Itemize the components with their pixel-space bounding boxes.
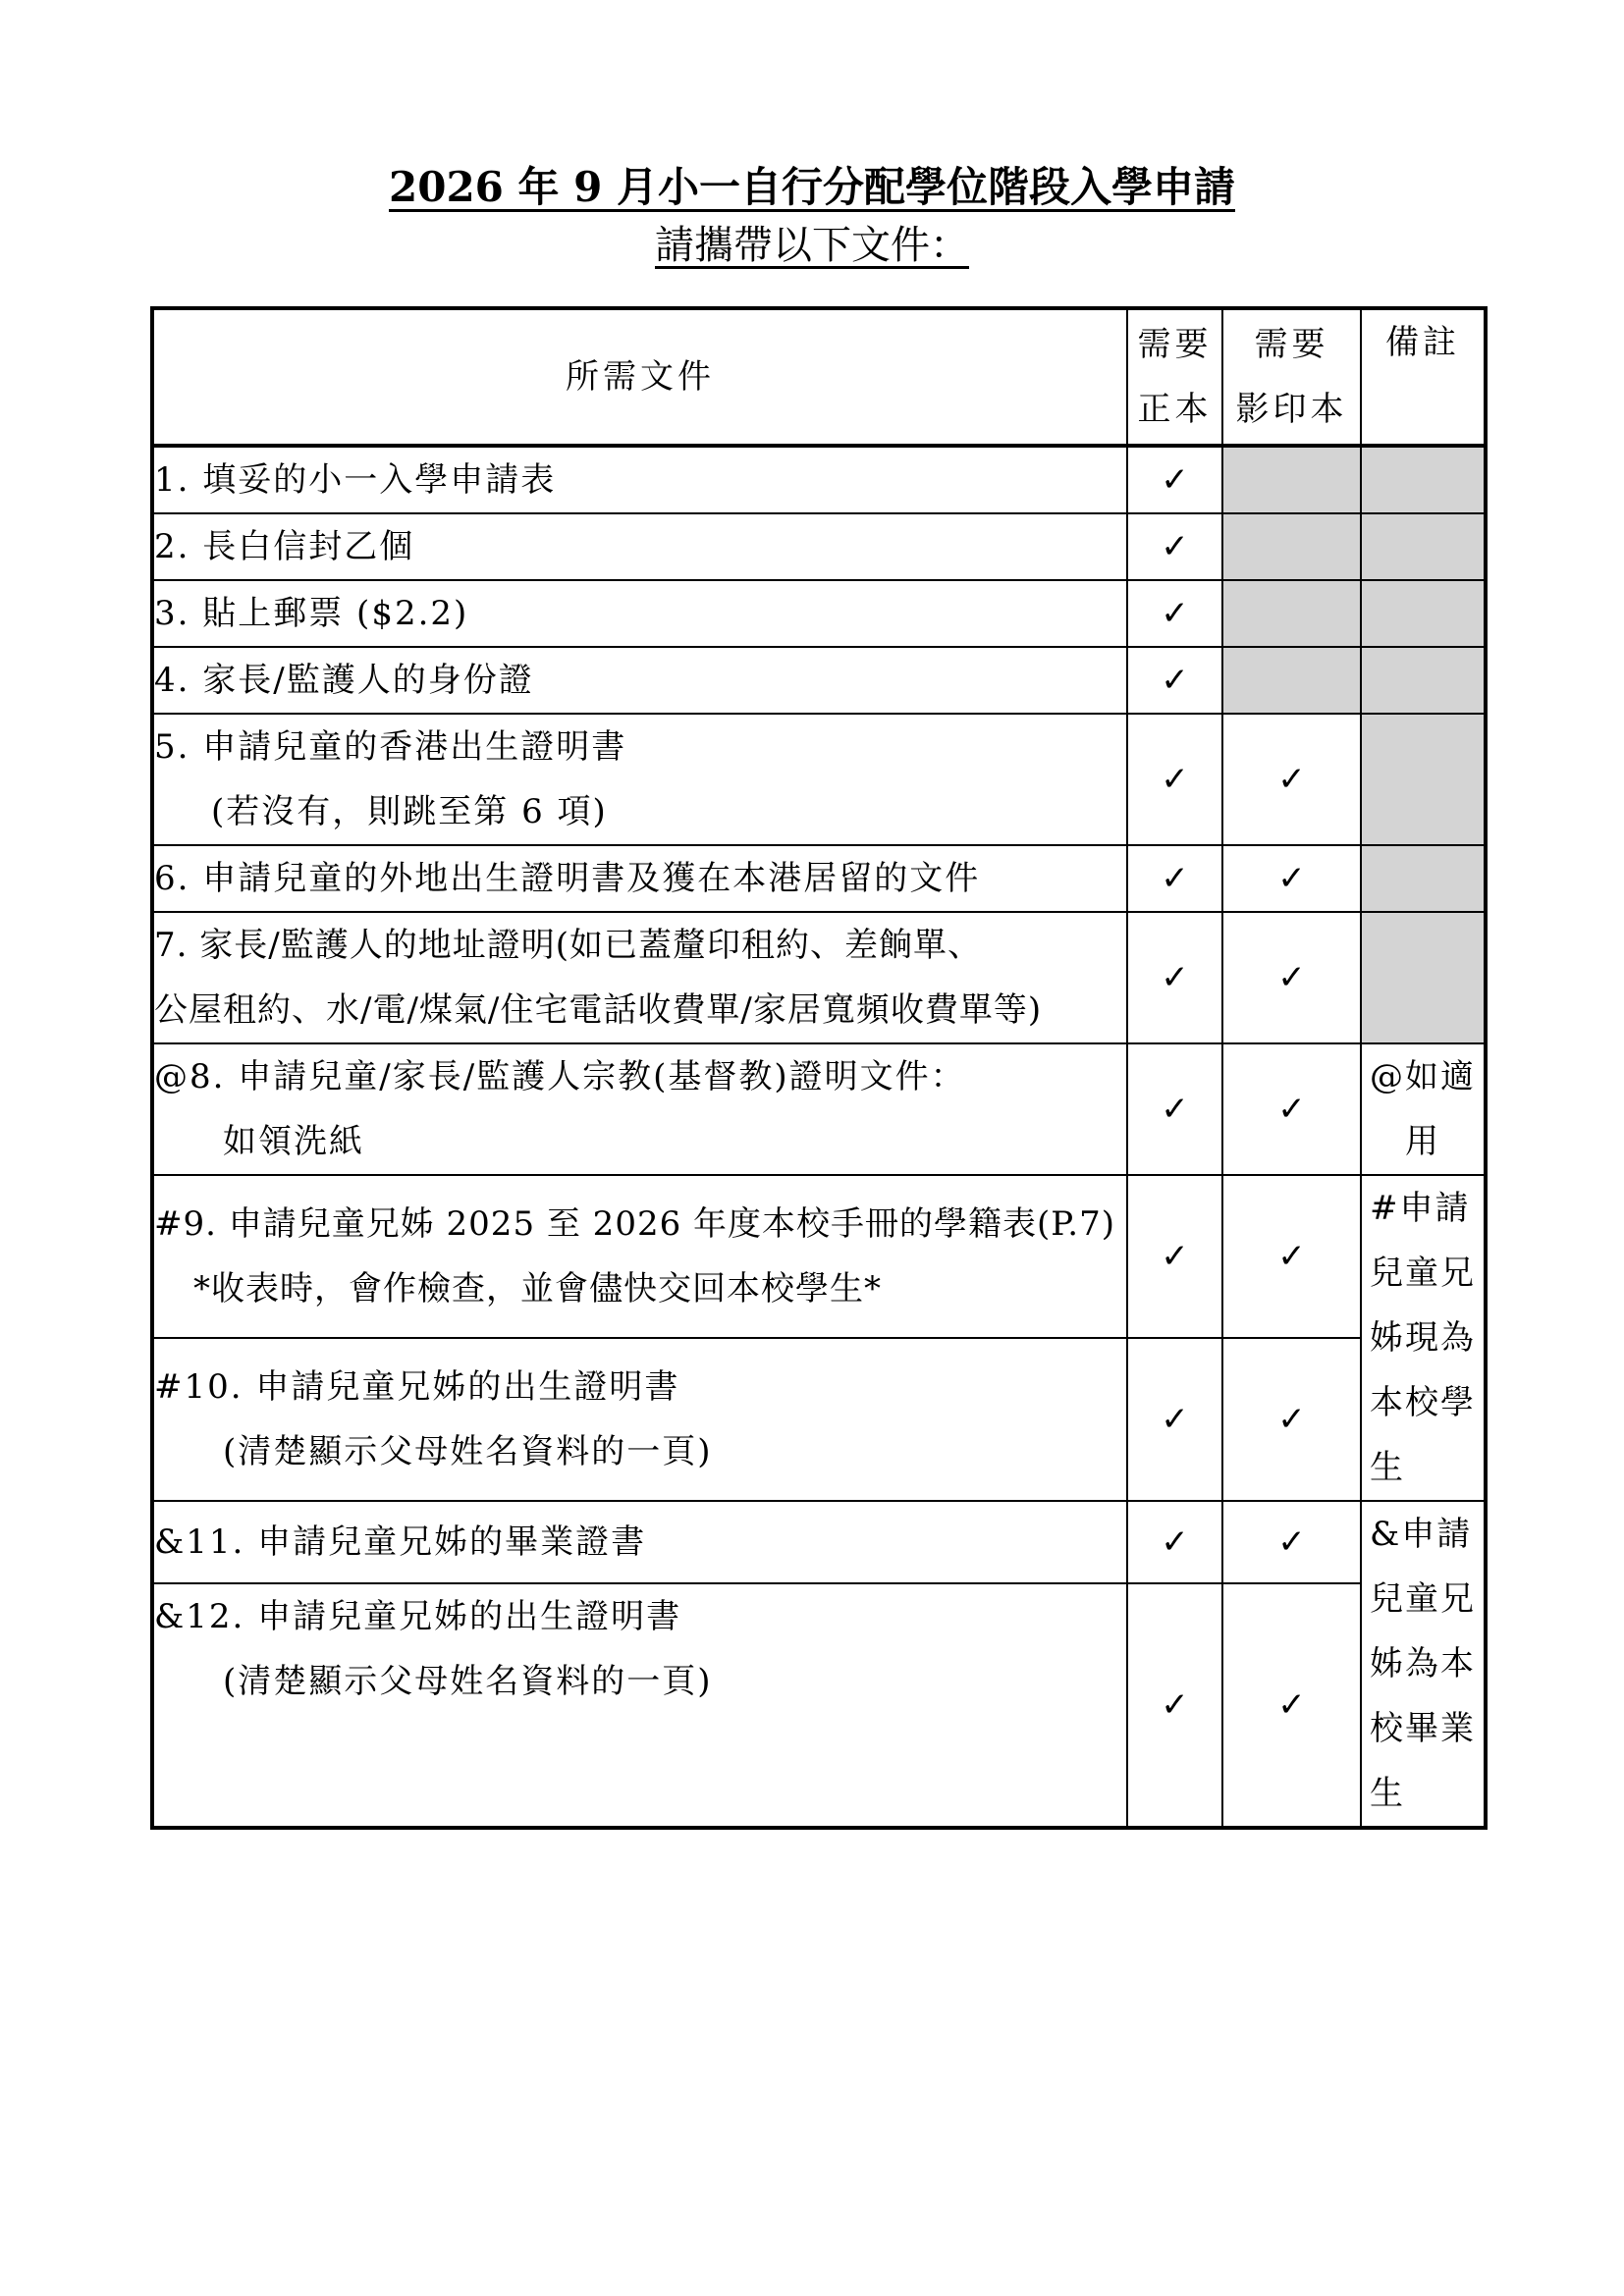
document-cell: 1. 填妥的小一入學申請表 [152, 446, 1127, 513]
documents-table [150, 306, 1488, 1830]
remarks-line: 生 [1370, 1774, 1405, 1813]
original-check-icon: ✓ [1127, 647, 1222, 714]
table-row [152, 912, 1486, 1043]
document-line: &12. 申請兒童兄姊的出生證明書 [154, 1597, 682, 1637]
document-cell: 6. 申請兒童的外地出生證明書及獲在本港居留的文件 [152, 845, 1127, 912]
document-line: (若沒有，則跳至第 6 項) [211, 792, 608, 831]
header-copy-line1: 需要 [1254, 325, 1329, 364]
original-check-icon: ✓ [1127, 714, 1222, 845]
remarks-not-applicable [1361, 912, 1486, 1043]
document-line: *收表時，會作檢查，並會儘快交回本校學生* [193, 1269, 882, 1308]
copy-check-icon: ✓ [1222, 1501, 1361, 1583]
original-check-icon: ✓ [1127, 912, 1222, 1043]
remarks-cell [1361, 1043, 1486, 1175]
original-check-icon: ✓ [1127, 1583, 1222, 1828]
document-line: 5. 申請兒童的香港出生證明書 [154, 727, 627, 767]
table-row [152, 1175, 1486, 1338]
table-row [152, 1501, 1486, 1583]
remarks-line: 兒童兄 [1370, 1254, 1476, 1293]
copy-check-icon: ✓ [1222, 845, 1361, 912]
header-documents: 所需文件 [152, 308, 1127, 446]
remarks-line: &申請 [1370, 1515, 1473, 1554]
original-check-icon: ✓ [1127, 580, 1222, 647]
table-row [152, 647, 1486, 714]
original-check-icon: ✓ [1127, 1175, 1222, 1338]
remarks-cell [1361, 1501, 1486, 1828]
document-line: 公屋租約、水/電/煤氣/住宅電話收費單/家居寬頻收費單等) [154, 990, 1043, 1030]
remarks-line: @如適 [1370, 1057, 1476, 1096]
remarks-line: #申請 [1370, 1189, 1471, 1228]
table-row [152, 714, 1486, 845]
remarks-line: 生 [1370, 1448, 1405, 1487]
table-row [152, 580, 1486, 647]
remarks-not-applicable [1361, 580, 1486, 647]
original-check-icon: ✓ [1127, 1043, 1222, 1175]
document-cell: 2. 長白信封乙個 [152, 513, 1127, 580]
copy-not-applicable [1222, 580, 1361, 647]
original-check-icon: ✓ [1127, 1338, 1222, 1501]
remarks-not-applicable [1361, 446, 1486, 513]
remarks-not-applicable [1361, 845, 1486, 912]
page-title [0, 155, 1624, 214]
document-line: 如領洗紙 [223, 1122, 364, 1161]
document-line: (清楚顯示父母姓名資料的一頁) [223, 1662, 713, 1702]
document-line: @8. 申請兒童/家長/監護人宗教(基督教)證明文件： [154, 1057, 966, 1096]
copy-not-applicable [1222, 647, 1361, 714]
page-title-text: 2026 年 9 月小一自行分配學位階段入學申請 [389, 163, 1235, 211]
table-row [152, 1043, 1486, 1175]
document-line: #9. 申請兒童兄姊 2025 至 2026 年度本校手冊的學籍表(P.7) [154, 1204, 1115, 1244]
page-subtitle [0, 214, 1624, 270]
table-header-row [152, 308, 1486, 446]
header-original [1127, 308, 1222, 446]
header-remarks: 備註 [1361, 308, 1486, 446]
original-check-icon: ✓ [1127, 845, 1222, 912]
document-cell [152, 714, 1127, 845]
remarks-not-applicable [1361, 714, 1486, 845]
original-check-icon: ✓ [1127, 1501, 1222, 1583]
document-cell: 4. 家長/監護人的身份證 [152, 647, 1127, 714]
remarks-line: 本校學 [1370, 1383, 1476, 1422]
copy-check-icon: ✓ [1222, 912, 1361, 1043]
remarks-not-applicable [1361, 513, 1486, 580]
copy-check-icon: ✓ [1222, 1338, 1361, 1501]
table-row [152, 513, 1486, 580]
document-cell [152, 1175, 1127, 1338]
remarks-line: 校畢業 [1370, 1709, 1476, 1748]
remarks-line: 姊為本 [1370, 1644, 1476, 1683]
copy-check-icon: ✓ [1222, 714, 1361, 845]
document-cell: 3. 貼上郵票 ($2.2) [152, 580, 1127, 647]
header-original-line1: 需要 [1137, 325, 1213, 364]
header-copy [1222, 308, 1361, 446]
copy-not-applicable [1222, 446, 1361, 513]
copy-check-icon: ✓ [1222, 1583, 1361, 1828]
header-original-line2: 正本 [1137, 390, 1213, 429]
document-line: (清楚顯示父母姓名資料的一頁) [223, 1432, 713, 1471]
remarks-line: 姊現為 [1370, 1318, 1476, 1358]
copy-check-icon: ✓ [1222, 1175, 1361, 1338]
remarks-line: 兒童兄 [1370, 1579, 1476, 1619]
table-row [152, 446, 1486, 513]
remarks-cell [1361, 1175, 1486, 1501]
document-cell: &11. 申請兒童兄姊的畢業證書 [152, 1501, 1127, 1583]
table-row [152, 845, 1486, 912]
document-cell [152, 1338, 1127, 1501]
table-row [152, 1583, 1486, 1828]
document-cell [152, 1583, 1127, 1828]
page-subtitle-text: 請攜帶以下文件： [655, 223, 969, 268]
table-row [152, 1338, 1486, 1501]
original-check-icon: ✓ [1127, 513, 1222, 580]
copy-not-applicable [1222, 513, 1361, 580]
document-line: #10. 申請兒童兄姊的出生證明書 [154, 1367, 680, 1407]
document-line: 7. 家長/監護人的地址證明(如已蓋釐印租約、差餉單、 [154, 926, 982, 965]
remarks-line: 用 [1405, 1122, 1440, 1161]
header-copy-line2: 影印本 [1235, 390, 1348, 429]
document-cell [152, 1043, 1127, 1175]
remarks-not-applicable [1361, 647, 1486, 714]
original-check-icon: ✓ [1127, 446, 1222, 513]
document-cell [152, 912, 1127, 1043]
copy-check-icon: ✓ [1222, 1043, 1361, 1175]
